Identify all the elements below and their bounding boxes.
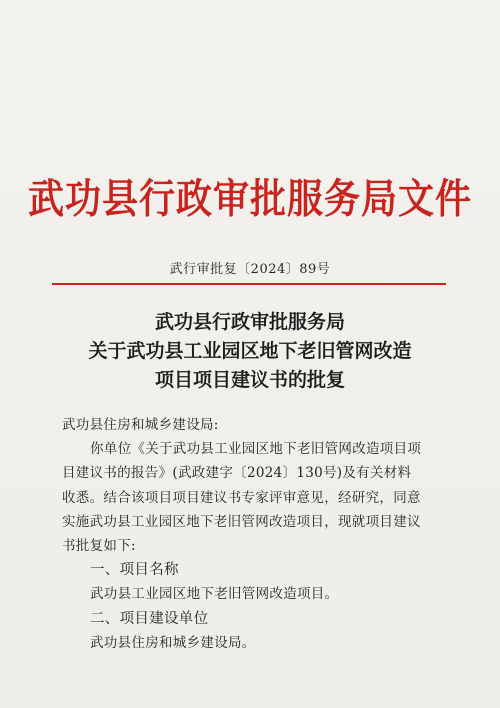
document-header-title: 武功县行政审批服务局文件 [27,175,472,223]
title-line-1: 武功县行政审批服务局 [154,311,345,333]
document-title [0,308,500,395]
section-2-heading: 二、项目建设单位 [90,610,209,627]
section-2-text: 武功县住房和城乡建设局。 [90,634,256,651]
title-line-3: 项目项目建议书的批复 [154,369,345,391]
document-number: 武行审批复〔2024〕89号 [169,262,331,277]
body-paragraph-line: 书批复如下: [62,538,136,555]
title-line-2: 关于武功县工业园区地下老旧管网改造 [88,340,412,362]
body-paragraph-line: 收悉。结合该项目项目建议书专家评审意见，经研究，同意 [62,489,421,506]
body-paragraph-line: 你单位《关于武功县工业园区地下老旧管网改造项目项 [90,441,422,458]
body-paragraph-line: 目建议书的报告》(武政建字〔2024〕130号)及有关材料 [62,465,412,482]
body-paragraph-line: 实施武功县工业园区地下老旧管网改造项目，现就项目建议 [62,513,421,530]
section-1-text: 武功县工业园区地下老旧管网改造项目。 [90,586,339,603]
document-body [62,413,442,655]
red-divider-line [52,283,446,285]
salutation: 武功县住房和城乡建设局: [62,417,219,433]
section-1-heading: 一、项目名称 [90,562,179,579]
